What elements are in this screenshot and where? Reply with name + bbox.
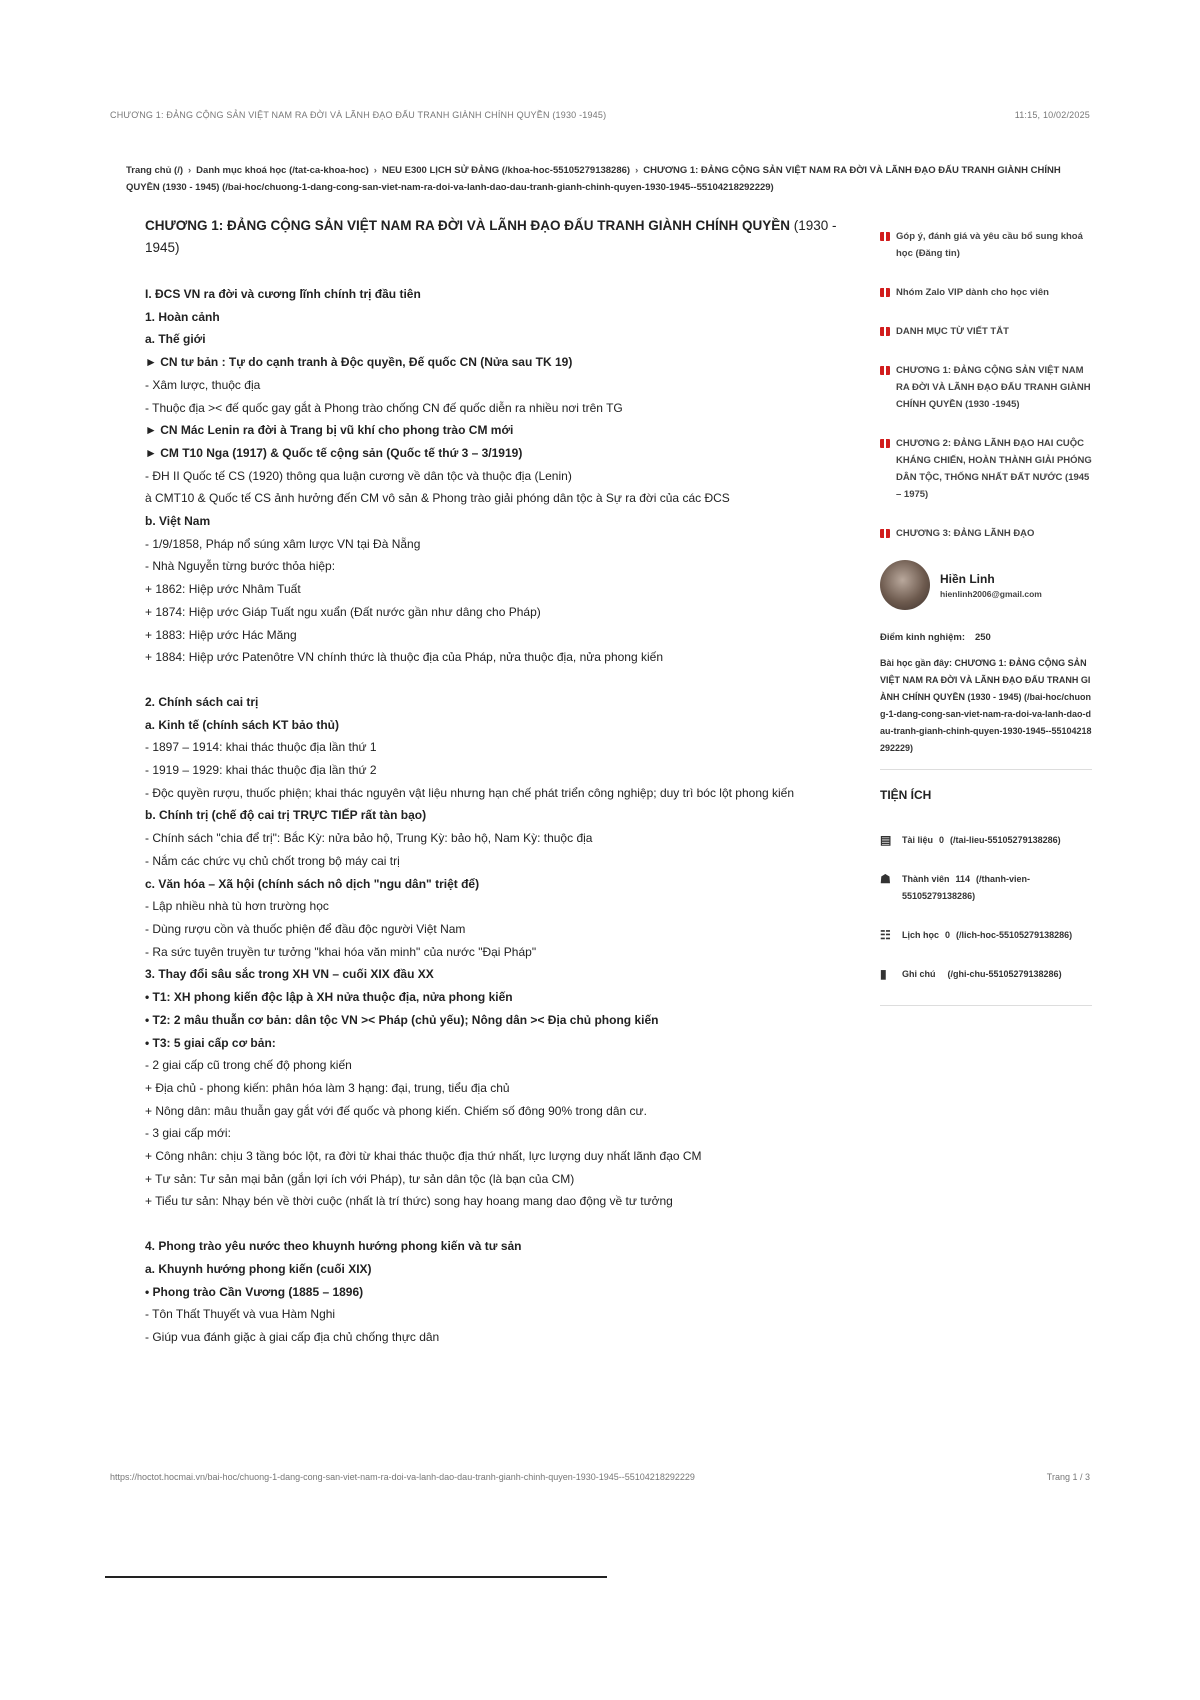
book-icon	[880, 327, 890, 336]
experience-label: Điểm kinh nghiệm:	[880, 632, 965, 643]
utility-item[interactable]	[880, 871, 1092, 905]
utility-item[interactable]	[880, 966, 1092, 983]
content-line: - Thuộc địa >< đế quốc gay gắt à Phong trào chống CN đế quốc diễn ra nhiều nơi trên TG	[145, 400, 623, 415]
utility-count: 114	[955, 874, 971, 884]
content-line: + Tư sản: Tư sản mại bản (gắn lợi ích với Pháp), tư sản dân tộc (là bạn của CM)	[145, 1171, 575, 1186]
print-footer	[110, 1472, 1090, 1482]
utility-label: Lịch học	[902, 930, 940, 940]
sidebar-link-label: Góp ý, đánh giá và yêu cầu bổ sung khoá học (Đăng tin)	[896, 231, 1083, 259]
content-line: ► CN tư bản : Tự do cạnh tranh à Độc quyền, Đế quốc CN (Nửa sau TK 19)	[145, 355, 573, 370]
sidebar-link[interactable]	[880, 284, 1092, 301]
content-line: - Nhà Nguyễn từng bước thỏa hiệp:	[145, 559, 336, 574]
user-email: hienlinh2006@gmail.com	[940, 588, 1042, 599]
lesson-title-text: CHƯƠNG 1: ĐẢNG CỘNG SẢN VIỆT NAM RA ĐỜI VÀ LÃNH ĐẠO ĐẤU TRANH GIÀNH CHÍNH QUYỀN	[145, 218, 790, 233]
breadcrumb-separator: ›	[188, 165, 192, 176]
content-line: - 1897 – 1914: khai thác thuộc địa lần thứ 1	[145, 740, 377, 755]
utility-count: 0	[939, 835, 945, 845]
breadcrumb-lesson[interactable]: CHƯƠNG 1: ĐẢNG CỘNG SẢN VIỆT NAM RA ĐỜI VÀ LÃNH ĐẠO ĐẤU TRANH GIÀNH CHÍNH QUYỀN (1930 - 1945) (/bai-hoc/chuong-1-dang-cong-san-viet-nam-ra-doi-va-lanh-dao-dau-tranh-gianh-chinh-quyen-1930-1945--55104218292229)	[126, 165, 1061, 193]
content-line: + 1862: Hiệp ước Nhâm Tuất	[145, 582, 301, 597]
lesson-title	[145, 215, 850, 259]
experience-points	[880, 632, 1092, 643]
content-line: - 1919 – 1929: khai thác thuộc địa lần thứ 2	[145, 763, 377, 778]
content-line: - Chính sách "chia để trị": Bắc Kỳ: nửa bảo hộ, Trung Kỳ: bảo hộ, Nam Kỳ: thuộc địa	[145, 831, 593, 846]
utility-label: Tài liệu	[902, 835, 934, 845]
sidebar-link-label: CHƯƠNG 2: ĐẢNG LÃNH ĐẠO HAI CUỘC KHÁNG CHIẾN, HOÀN THÀNH GIẢI PHÓNG DÂN TỘC, THỐNG NHẤT ĐẤT NƯỚC (1945 – 1975)	[896, 438, 1092, 500]
recent-lesson	[880, 655, 1092, 757]
utility-item-text	[902, 871, 1092, 905]
notes-icon: ▮	[880, 967, 887, 981]
content-line: I. ĐCS VN ra đời và cương lĩnh chính trị đầu tiên	[145, 287, 421, 301]
content-line: - Độc quyền rượu, thuốc phiện; khai thác nguyên vật liệu nhưng hạn chế phát triển công nghiệp; duy trì bóc lột phong kiến	[145, 785, 795, 800]
content-line: - Dùng rượu cồn và thuốc phiện để đầu độc người Việt Nam	[145, 921, 466, 936]
sidebar-link[interactable]	[880, 362, 1092, 413]
content-line: a. Thế giới	[145, 332, 206, 347]
utility-link: (/thanh-vien-55105279138286)	[902, 874, 1031, 901]
content-line: - Nắm các chức vụ chủ chốt trong bộ máy cai trị	[145, 853, 400, 868]
content-line: + Công nhân: chịu 3 tầng bóc lột, ra đời từ khai thác thuộc địa thứ nhất, lực lượng duy nhất lãnh đạo CM	[145, 1149, 702, 1164]
breadcrumb-separator: ›	[373, 165, 377, 176]
sidebar-link[interactable]	[880, 525, 1092, 542]
content-line: • T1: XH phong kiến độc lập à XH nửa thuộc địa, nửa phong kiến	[145, 990, 513, 1005]
sidebar-link-label: CHƯƠNG 3: ĐẢNG LÃNH ĐẠO	[896, 528, 1035, 539]
content-line: - ĐH II Quốc tế CS (1920) thông qua luận cương về dân tộc và thuộc địa (Lenin)	[145, 468, 572, 483]
content-line: 3. Thay đổi sâu sắc trong XH VN – cuối XIX đầu XX	[145, 967, 434, 982]
content-line: • T3: 5 giai cấp cơ bản:	[145, 1035, 276, 1050]
lesson-body	[145, 283, 850, 1349]
recent-lesson-label: Bài học gần đây:	[880, 658, 953, 668]
utility-label: Ghi chú	[902, 969, 936, 979]
sidebar-link-label: DANH MỤC TỪ VIẾT TẮT	[896, 326, 1009, 337]
content-line: à CMT10 & Quốc tế CS ảnh hưởng đến CM vô sản & Phong trào giải phóng dân tộc à Sự ra đời của các ĐCS	[145, 491, 730, 506]
content-line: + Nông dân: mâu thuẫn gay gắt với đế quốc và phong kiến. Chiếm số đông 90% trong dân cư.	[145, 1103, 647, 1118]
utility-item-text	[902, 966, 1092, 983]
content-line: • T2: 2 mâu thuẫn cơ bản: dân tộc VN >< Pháp (chủ yếu); Nông dân >< Địa chủ phong kiến	[145, 1012, 659, 1027]
content-line: ► CN Mác Lenin ra đời à Trang bị vũ khí cho phong trào CM mới	[145, 423, 514, 438]
content-line: - 3 giai cấp mới:	[145, 1126, 231, 1141]
content-line: ► CM T10 Nga (1917) & Quốc tế cộng sản (Quốc tế thứ 3 – 3/1919)	[145, 445, 523, 460]
utilities-title: TIỆN ÍCH	[880, 788, 932, 802]
content-line: 1. Hoàn cảnh	[145, 309, 220, 324]
print-header-datetime: 11:15, 10/02/2025	[1014, 110, 1090, 120]
book-icon	[880, 232, 890, 241]
book-icon	[880, 439, 890, 448]
document-icon: ▤	[880, 833, 892, 847]
sidebar-link[interactable]	[880, 435, 1092, 503]
content-line: + 1884: Hiệp ước Patenôtre VN chính thức là thuộc địa của Pháp, nửa thuộc địa, nửa phong kiến	[145, 650, 663, 665]
content-line: b. Chính trị (chế độ cai trị TRỰC TIẾP rất tàn bạo)	[145, 808, 427, 823]
recent-lesson-link[interactable]: CHƯƠNG 1: ĐẢNG CỘNG SẢN VIỆT NAM RA ĐỜI VÀ LÃNH ĐẠO ĐẤU TRANH GIÀNH CHÍNH QUYỀN (1930 - 1945) (/bai-hoc/chuong-1-dang-cong-san-viet-nam-ra-doi-va-lanh-dao-dau-tranh-gianh-chinh-quyen-1930-1945--55104218292229)	[880, 658, 1092, 753]
user-card	[880, 560, 1092, 610]
print-footer-page: Trang 1 / 3	[1046, 1472, 1090, 1482]
print-header-title: CHƯƠNG 1: ĐẢNG CỘNG SẢN VIỆT NAM RA ĐỜI VÀ LÃNH ĐẠO ĐẤU TRANH GIÀNH CHÍNH QUYỀN (1930 -1945)	[110, 110, 607, 120]
user-name[interactable]: Hiền Linh	[940, 571, 995, 586]
breadcrumb-separator: ›	[635, 165, 639, 176]
utility-label: Thành viên	[902, 874, 950, 884]
lesson-content	[145, 215, 850, 1349]
breadcrumb-home[interactable]: Trang chủ (/)	[126, 165, 183, 176]
content-line: 4. Phong trào yêu nước theo khuynh hướng phong kiến và tư sản	[145, 1239, 522, 1254]
sidebar-link-label: CHƯƠNG 1: ĐẢNG CỘNG SẢN VIỆT NAM RA ĐỜI VÀ LÃNH ĐẠO ĐẤU TRANH GIÀNH CHÍNH QUYỀN (1930 -1945)	[896, 365, 1091, 410]
sidebar-link[interactable]	[880, 323, 1092, 340]
content-line: - 2 giai cấp cũ trong chế độ phong kiến	[145, 1058, 352, 1073]
utility-item[interactable]	[880, 832, 1092, 849]
utility-link: (/ghi-chu-55105279138286)	[947, 969, 1062, 979]
content-line: - 1/9/1858, Pháp nổ súng xâm lược VN tại Đà Nẵng	[145, 536, 421, 551]
utility-link: (/tai-lieu-55105279138286)	[950, 835, 1061, 845]
sidebar	[880, 228, 1092, 1024]
utility-item[interactable]	[880, 927, 1092, 944]
breadcrumb	[126, 162, 1094, 196]
content-line: c. Văn hóa – Xã hội (chính sách nô dịch "ngu dân" triệt để)	[145, 876, 480, 891]
content-line: + 1883: Hiệp ước Hác Măng	[145, 627, 297, 642]
utility-item-text	[902, 927, 1092, 944]
sidebar-lesson-list	[880, 228, 1092, 542]
utility-item-text	[902, 832, 1092, 849]
book-icon	[880, 366, 890, 375]
utilities-list	[880, 832, 1092, 983]
utility-link: (/lich-hoc-55105279138286)	[956, 930, 1073, 940]
book-icon	[880, 288, 890, 297]
breadcrumb-categories[interactable]: Danh mục khoá học (/tat-ca-khoa-hoc)	[196, 165, 369, 176]
content-line: - Giúp vua đánh giặc à giai cấp địa chủ chống thực dân	[145, 1329, 440, 1344]
content-line: b. Việt Nam	[145, 514, 211, 529]
divider	[880, 1005, 1092, 1006]
members-icon: ☗	[880, 872, 891, 886]
print-footer-url: https://hoctot.hocmai.vn/bai-hoc/chuong-1-dang-cong-san-viet-nam-ra-doi-va-lanh-dao-dau-tranh-gianh-chinh-quyen-1930-1945--55104218292229	[110, 1472, 695, 1482]
content-line: - Xâm lược, thuộc địa	[145, 377, 261, 392]
content-line: 2. Chính sách cai trị	[145, 694, 259, 709]
content-line: - Lập nhiều nhà tù hơn trường học	[145, 899, 329, 914]
avatar[interactable]	[880, 560, 930, 610]
print-header	[110, 110, 1090, 120]
content-line: - Tôn Thất Thuyết và vua Hàm Nghi	[145, 1307, 336, 1322]
sidebar-link[interactable]	[880, 228, 1092, 262]
content-line: + Địa chủ - phong kiến: phân hóa làm 3 hạng: đại, trung, tiểu địa chủ	[145, 1080, 510, 1095]
experience-value: 250	[974, 632, 991, 643]
schedule-icon: ☷	[880, 928, 891, 942]
utility-count: 0	[945, 930, 951, 940]
content-line: a. Khuynh hướng phong kiến (cuối XIX)	[145, 1261, 372, 1276]
breadcrumb-course[interactable]: NEU E300 LỊCH SỬ ĐẢNG (/khoa-hoc-55105279138286)	[381, 165, 631, 176]
page-bottom-rule	[105, 1576, 607, 1578]
book-icon	[880, 529, 890, 538]
content-line: a. Kinh tế (chính sách KT bảo thủ)	[145, 717, 340, 732]
divider	[880, 769, 1092, 770]
sidebar-link-label: Nhóm Zalo VIP dành cho học viên	[896, 287, 1049, 298]
content-line: + Tiểu tư sản: Nhạy bén về thời cuộc (nhất là trí thức) song hay hoang mang dao động về tư tưởng	[145, 1194, 673, 1209]
lesson-title-years: (1930 - 1945)	[145, 218, 837, 255]
content-line: + 1874: Hiệp ước Giáp Tuất ngu xuẩn (Đất nước gần như dâng cho Pháp)	[145, 604, 541, 619]
content-line: • Phong trào Cần Vương (1885 – 1896)	[145, 1284, 364, 1299]
content-line: - Ra sức tuyên truyền tư tưởng "khai hóa văn minh" của nước "Đại Pháp"	[145, 944, 537, 959]
